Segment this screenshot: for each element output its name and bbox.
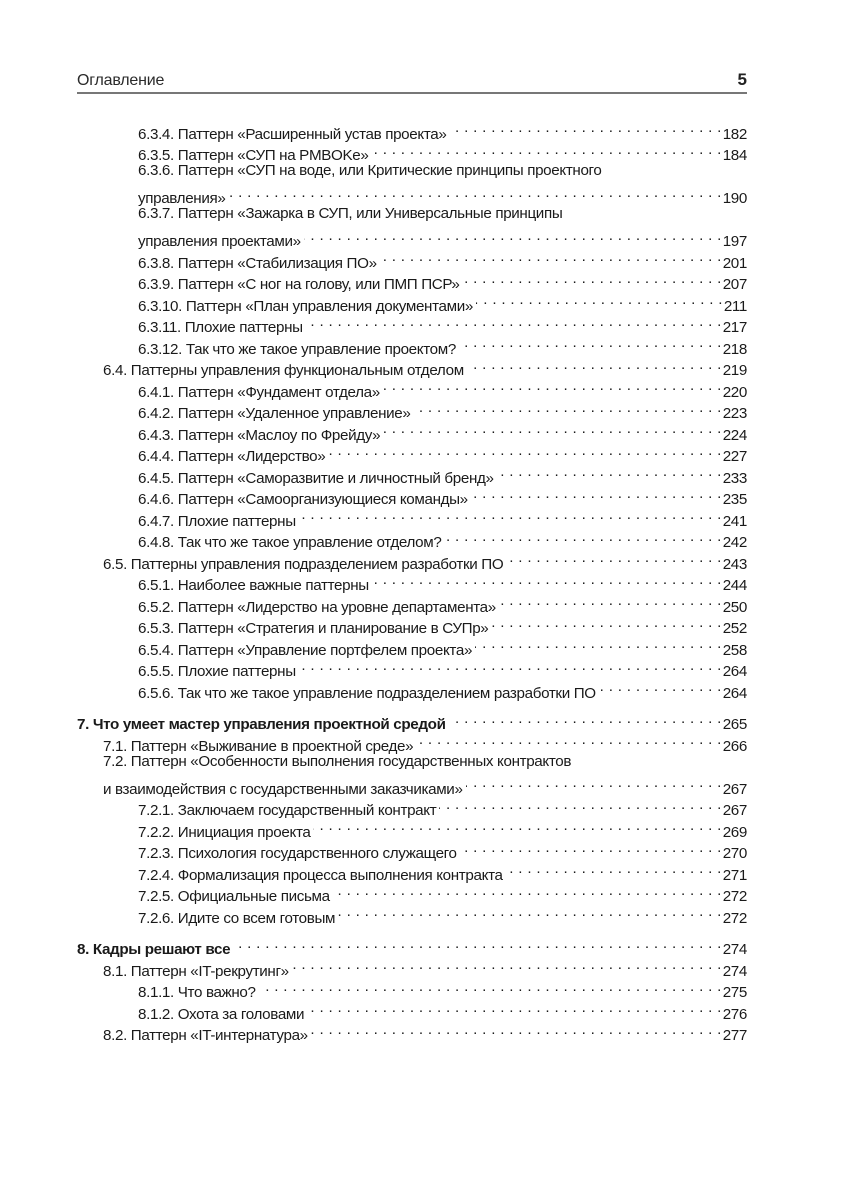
toc-entry-title: 6.4.4. Паттерн «Лидерство» (138, 448, 326, 465)
toc-entry-page: 190 (722, 190, 747, 207)
toc-entry[interactable] (77, 772, 747, 798)
dot-leader (299, 655, 722, 677)
toc-entry-page: 264 (722, 684, 747, 702)
dot-leader (380, 246, 722, 268)
toc-entry-page: 275 (722, 984, 747, 1001)
toc-entry[interactable] (77, 225, 747, 250)
toc-entry-title: 6.4. Паттерны управления функциональным отделом (103, 362, 464, 379)
toc-chapter-entry[interactable] (77, 933, 747, 958)
dot-leader (338, 901, 722, 923)
toc-entry-title: 6.4.3. Паттерн «Маслоу по Фрейду» (138, 426, 381, 444)
dot-leader (599, 676, 722, 698)
toc-entry-page: 224 (722, 426, 747, 444)
toc-entry-page: 266 (722, 737, 747, 755)
toc-entry-page: 233 (722, 469, 747, 487)
toc-entry-title: 6.3.8. Паттерн «Стабилизация ПО» (138, 254, 377, 272)
toc-entry-page: 241 (722, 512, 747, 530)
dot-leader (307, 997, 722, 1019)
toc-entry-title: 6.4.2. Паттерн «Удаленное управление» (138, 405, 411, 422)
toc-entry-page: 218 (722, 340, 747, 358)
toc-entry[interactable] (77, 976, 747, 1001)
toc-entry-title: 7.2.6. Идите со всем готовым (138, 909, 336, 927)
toc-entry[interactable] (77, 1019, 747, 1044)
toc-entry-page: 277 (722, 1027, 747, 1044)
toc-entry-page: 274 (722, 941, 747, 958)
toc-entry[interactable] (77, 332, 747, 358)
toc-entry-page: 223 (722, 405, 747, 422)
toc-entry[interactable] (77, 655, 747, 680)
dot-leader (371, 139, 721, 161)
dot-leader (439, 794, 721, 816)
toc-entry[interactable] (77, 676, 747, 702)
toc-entry[interactable] (77, 569, 747, 594)
toc-entry-title: 6.5. Паттерны управления подразделением разработки ПО (103, 555, 504, 573)
dot-leader (471, 483, 722, 505)
toc-entry-page: 211 (723, 297, 747, 315)
toc-entry[interactable] (77, 504, 747, 530)
dot-leader (299, 504, 722, 526)
dot-leader (466, 772, 722, 794)
header-title: Оглавление (77, 72, 165, 89)
toc-entry[interactable] (77, 612, 747, 637)
toc-entry-page: 267 (722, 780, 747, 798)
dot-leader (462, 268, 721, 290)
toc-entry[interactable] (77, 268, 747, 293)
dot-leader (460, 837, 722, 859)
toc-entry-page: 217 (722, 319, 747, 336)
toc-entry[interactable] (77, 526, 747, 551)
dot-leader (306, 311, 722, 333)
toc-entry-page: 201 (722, 254, 747, 272)
toc-entry-page: 270 (722, 845, 747, 862)
toc-entry-title: 6.5.3. Паттерн «Стратегия и планирование в СУПр» (138, 620, 489, 637)
toc-entry-title: 8.1.1. Что важно? (138, 984, 256, 1001)
toc-entry-title: 7. Что умеет мастер управления проектной средой (77, 716, 446, 733)
dot-leader (449, 708, 722, 730)
dot-leader (497, 461, 722, 483)
toc-entry-title: 7.2.5. Официальные письма (138, 888, 330, 905)
toc-entry-title: 6.3.9. Паттерн «С ног на голову, или ПМП ПСР» (138, 276, 460, 293)
toc-entry[interactable] (77, 794, 747, 819)
toc-entry-title: управления проектами» (138, 233, 301, 250)
toc-entry-title: 6.4.5. Паттерн «Саморазвитие и личностный бренд» (138, 469, 494, 487)
toc-entry-page: 271 (722, 866, 747, 884)
toc-entry-page: 220 (722, 383, 747, 401)
toc-entry[interactable] (77, 246, 747, 272)
dot-leader (259, 976, 722, 998)
toc-entry-title: 7.2.4. Формализация процесса выполнения контракта (138, 866, 503, 884)
toc-entry[interactable] (77, 729, 747, 755)
toc-entry-page: 269 (722, 823, 747, 841)
dot-leader (233, 933, 722, 955)
dot-leader (416, 729, 721, 751)
page-number: 5 (737, 70, 747, 89)
toc-entry-title: 7.2.2. Инициация проекта (138, 823, 311, 841)
toc-entry[interactable] (77, 440, 747, 465)
toc-entry-title: 7.2.1. Заключаем государственный контракт (138, 802, 437, 819)
toc-entry[interactable] (77, 590, 747, 616)
toc-entry-title: 7.1. Паттерн «Выживание в проектной среде» (103, 737, 414, 755)
toc-entry-title: 6.5.6. Так что же такое управление подразделением разработки ПО (138, 684, 596, 702)
dot-leader (449, 117, 721, 139)
dot-leader (506, 858, 722, 880)
toc-entry-title: 8.2. Паттерн «IT-интернатура» (103, 1027, 308, 1044)
dot-leader (383, 375, 722, 397)
toc-entry-title: управления» (138, 190, 226, 207)
toc-entry-title: 6.5.5. Плохие паттерны (138, 663, 296, 680)
toc-entry[interactable] (77, 139, 747, 164)
toc-entry[interactable] (77, 547, 747, 573)
toc-entry-page: 235 (722, 491, 747, 508)
toc-entry-title: 8. Кадры решают все (77, 941, 231, 958)
toc-entry-first-line: 6.3.7. Паттерн «Зажарка в СУП, или Универсальные принципы (138, 205, 563, 222)
toc-entry[interactable] (77, 880, 747, 905)
toc-entry[interactable] (77, 311, 747, 336)
toc-entry-page: 258 (722, 641, 747, 659)
toc-entry[interactable] (77, 354, 747, 379)
toc-entry-page: 250 (722, 598, 747, 616)
dot-leader (383, 418, 721, 440)
toc-entry-title: 6.4.6. Паттерн «Самоорганизующиеся команды» (138, 491, 468, 508)
dot-leader (499, 590, 722, 612)
dot-leader (304, 225, 722, 247)
table-of-contents (77, 117, 747, 1044)
toc-entry-page: 264 (722, 663, 747, 680)
toc-chapter-entry[interactable] (77, 708, 747, 733)
toc-entry[interactable] (77, 633, 747, 659)
toc-entry-page: 276 (722, 1005, 747, 1023)
toc-entry-title: 6.3.11. Плохие паттерны (138, 319, 303, 336)
toc-entry[interactable] (77, 997, 747, 1023)
toc-entry[interactable] (77, 815, 747, 841)
dot-leader (444, 526, 721, 548)
dot-leader (506, 547, 721, 569)
toc-entry-title: 6.3.5. Паттерн «СУП на PMBOKe» (138, 147, 369, 164)
toc-entry[interactable] (77, 397, 747, 422)
toc-entry-title: и взаимодействия с государственными заказчиками» (103, 780, 463, 798)
dot-leader (311, 1019, 722, 1041)
toc-entry[interactable] (77, 837, 747, 862)
toc-entry-page: 274 (722, 962, 747, 980)
dot-leader (491, 612, 721, 634)
toc-entry[interactable] (77, 289, 747, 315)
toc-entry-page: 207 (722, 276, 747, 293)
toc-entry[interactable] (77, 483, 747, 508)
toc-entry-page: 272 (722, 888, 747, 905)
toc-entry-title: 6.3.10. Паттерн «План управления документами» (138, 297, 473, 315)
dot-leader (459, 332, 722, 354)
toc-entry-page: 244 (722, 577, 747, 594)
toc-entry-page: 184 (722, 147, 747, 164)
toc-entry-title: 8.1.2. Охота за головами (138, 1005, 305, 1023)
dot-leader (467, 354, 722, 376)
dot-leader (313, 815, 721, 837)
toc-entry-first-line: 6.3.6. Паттерн «СУП на воде, или Критические принципы проектного (138, 162, 602, 179)
toc-entry-title: 8.1. Паттерн «IT-рекрутинг» (103, 962, 289, 980)
toc-entry[interactable] (77, 182, 747, 207)
toc-entry-page: 265 (722, 716, 747, 733)
toc-entry-page: 242 (722, 534, 747, 551)
toc-entry-title: 6.5.2. Паттерн «Лидерство на уровне департамента» (138, 598, 496, 616)
toc-entry-title: 6.4.7. Плохие паттерны (138, 512, 296, 530)
running-header (77, 68, 747, 94)
toc-entry-page: 252 (722, 620, 747, 637)
toc-entry-title: 7.2.3. Психология государственного служащего (138, 845, 457, 862)
dot-leader (413, 397, 721, 419)
toc-entry[interactable] (77, 418, 747, 444)
toc-entry-title: 6.3.12. Так что же такое управление проектом? (138, 340, 456, 358)
toc-entry-title: 6.5.1. Наиболее важные паттерны (138, 577, 369, 594)
toc-entry-title: 6.4.8. Так что же такое управление отделом? (138, 534, 442, 551)
toc-entry-page: 219 (722, 362, 747, 379)
toc-entry-page: 182 (722, 125, 747, 143)
dot-leader (372, 569, 722, 591)
dot-leader (475, 633, 722, 655)
toc-entry[interactable] (77, 117, 747, 143)
toc-entry-page: 243 (722, 555, 747, 573)
toc-entry[interactable] (77, 375, 747, 401)
toc-entry-first-line: 7.2. Паттерн «Особенности выполнения государственных контрактов (103, 752, 572, 770)
toc-entry-page: 197 (722, 233, 747, 250)
toc-entry-title: 6.5.4. Паттерн «Управление портфелем проекта» (138, 641, 473, 659)
toc-entry[interactable] (77, 954, 747, 980)
dot-leader (476, 289, 723, 311)
dot-leader (328, 440, 721, 462)
toc-entry-title: 6.4.1. Паттерн «Фундамент отдела» (138, 383, 380, 401)
toc-entry[interactable] (77, 901, 747, 927)
dot-leader (333, 880, 722, 902)
toc-entry[interactable] (77, 858, 747, 884)
toc-entry-page: 272 (722, 909, 747, 927)
toc-entry-title: 6.3.4. Паттерн «Расширенный устав проекта» (138, 125, 447, 143)
dot-leader (292, 954, 722, 976)
toc-entry[interactable] (77, 461, 747, 487)
dot-leader (228, 182, 721, 204)
toc-entry-page: 267 (722, 802, 747, 819)
toc-entry-page: 227 (722, 448, 747, 465)
